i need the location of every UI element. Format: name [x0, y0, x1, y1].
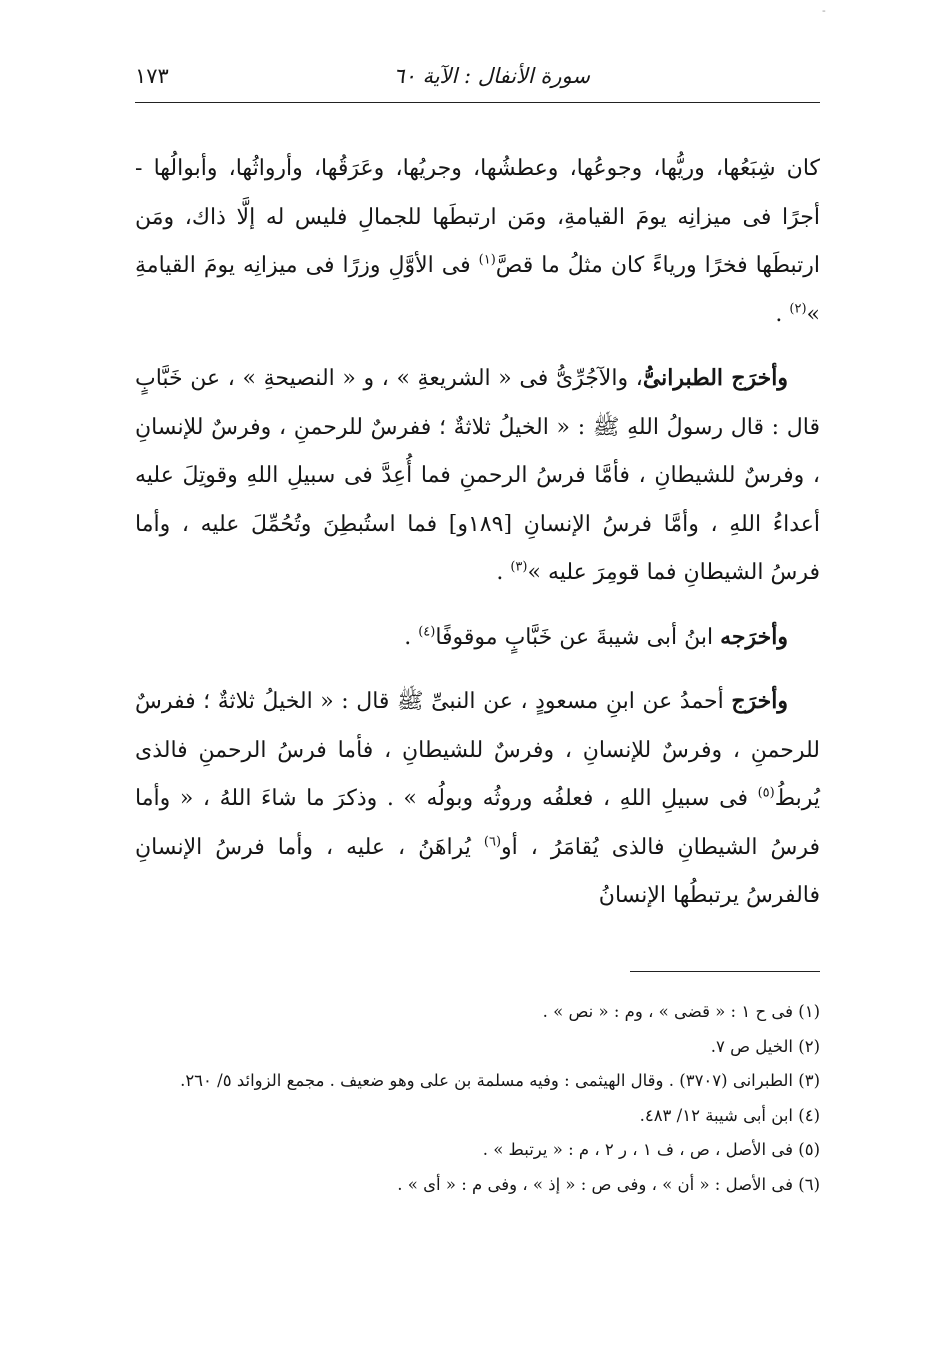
text-run: .: [775, 301, 790, 327]
paragraph: [135, 145, 820, 339]
running-title: سورة الأنفال : الآية ٦٠: [393, 64, 590, 88]
footnote-ref[interactable]: (٣): [510, 559, 528, 575]
text-run: كان شِبَعُها، وريُّها، وجوعُها، وعطشُها، وجريُها، وعَرَقُها، وأرواثُها، وأبوالُها - أجرًا فى ميزانِه يومَ القيامةِ، ومَن ارتبطَها للجمالِ فليس له إلَّا ذاك، ومَن ارتبطَها فخرًا ورياءً كان مثلُ ما قصَّ: [135, 156, 820, 278]
running-header: [135, 58, 820, 98]
footnote-ref[interactable]: (٥): [757, 785, 775, 801]
page-number: ١٧٣: [135, 64, 169, 88]
text-run: ، والآجُرِّىُّ فى « الشريعةِ » ، و « النصيحةِ » ، عن خَبَّابٍ قال : قال رسولُ اللهِ ﷺ : « الخيلُ ثلاثةٌ ؛ ففرسٌ للرحمنِ ، وفرسٌ للإنسانِ ، وفرسٌ للشيطانِ ، فأمَّا فرسُ الرحمنِ فما أُعِدَّ فى سبيلِ اللهِ وقوتِلَ عليه أعداءُ اللهِ ، وأمَّا فرسُ الإنسانِ [١٨٩و] فما استُبطِنَ وتُحُمِّلَ عليه ، وأما فرسُ الشيطانِ فما قومِرَ عليه »: [135, 366, 820, 585]
footnote-ref[interactable]: (٦): [483, 834, 502, 850]
footnotes: [135, 995, 820, 1202]
text-run: أحمدُ عن ابنِ مسعودٍ ، عن النبىِّ ﷺ قال : « الخيلُ ثلاثةٌ ؛ ففرسٌ للرحمنِ ، وفرسٌ للإنسانِ ، وفرسٌ للشيطانِ ، فأما فرسُ الرحمنِ فالذى يُربطُ: [135, 689, 820, 811]
text-run: يُراهَنُ ، عليه ، وأما فرسُ الإنسانِ فالفرسُ يرتبطُها الإنسانُ: [135, 834, 820, 908]
footnote: (٢) الخيل ص ٧.: [710, 1036, 820, 1056]
footnote: (٥) فى الأصل ، ص ، ف ١ ، ر ٢ ، م : « يرتبط » .: [482, 1140, 820, 1159]
footnote-ref[interactable]: (٢): [789, 301, 807, 317]
footnote: (٣) الطبرانى (٣٧٠٧) . وقال الهيثمى : وفيه مسلمة بن على وهو ضعيف . مجمع الزوائد ٥/ ٢٦٠.: [180, 1071, 820, 1090]
footnote: (٦) فى الأصل : « أن » ، وفى ص : « إذ » ، وفى م : « أى » .: [397, 1174, 820, 1194]
scan-mark: -: [822, 4, 826, 17]
footnote-divider: [630, 971, 820, 972]
text-run: ابنُ أبى شيبةَ عن خَبَّابٍ موقوفًا: [435, 624, 721, 650]
text-run: .: [404, 624, 419, 650]
footnote: (٤) ابن أبى شيبة ١٢/ ٤٨٣.: [639, 1105, 820, 1125]
paragraph: [135, 677, 820, 921]
paragraph-lead: وأخرَجه: [720, 623, 788, 650]
paragraph-lead: وأخرَج الطبرانىُّ: [642, 365, 789, 391]
footnote-ref[interactable]: (٤): [418, 624, 436, 640]
paragraph-lead: وأخرَج: [731, 688, 788, 714]
footnote-ref[interactable]: (١): [478, 252, 496, 268]
header-divider: [135, 102, 820, 103]
paragraph: [135, 354, 820, 598]
text-run: فى سبيلِ اللهِ ، فعلفُه وروثُه وبولُه » . وذكرَ ما شاءَ اللهُ ، « وأما فرسُ الشيطانِ فالذى يُقامَرُ ، أو: [135, 786, 820, 860]
text-run: فى الأوَّلِ وزرًا فى ميزانِه يومَ القيامةِ »: [135, 253, 820, 327]
paragraph: [135, 613, 820, 663]
main-text: [135, 145, 820, 936]
text-run: .: [496, 560, 511, 585]
footnote: (١) فى ح ١ : « قضى » ، وم : « نص » .: [542, 1002, 820, 1021]
